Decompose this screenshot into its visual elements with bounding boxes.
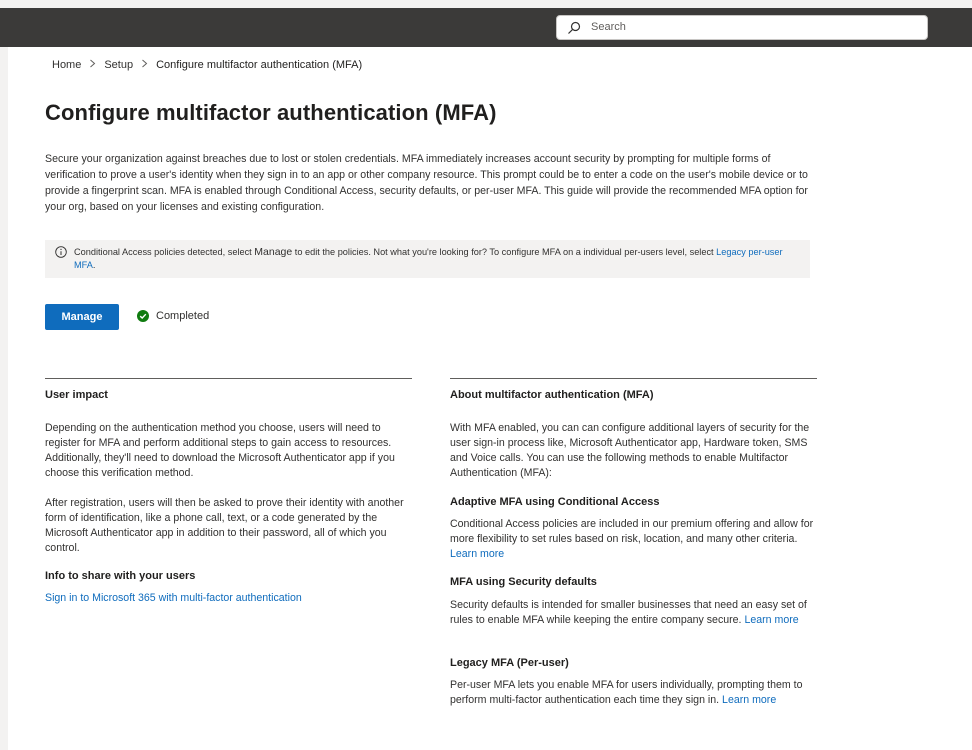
method-title: Legacy MFA (Per-user)	[450, 657, 569, 669]
info-message-bar	[45, 240, 810, 278]
about-mfa-heading: About multifactor authentication (MFA)	[450, 389, 654, 401]
method-legacy-title-block	[450, 657, 817, 669]
share-info-block	[45, 570, 412, 582]
learn-more-link[interactable]: Learn more	[722, 694, 777, 706]
info-text-after: to edit the policies. Not what you're looking for? To configure MFA on a individual per-users level, select	[292, 247, 717, 257]
legacy-per-user-mfa-link[interactable]: Legacy per-user MFA	[74, 247, 783, 270]
method-text: Per-user MFA lets you enable MFA for users individually, prompting them to perform multi-factor authentication each time they sign in.	[450, 679, 803, 706]
search-icon	[567, 21, 581, 35]
method-defaults-text-block	[450, 598, 817, 628]
learn-more-link[interactable]: Learn more	[744, 614, 799, 626]
top-bar	[0, 8, 972, 47]
status-label: Completed	[156, 310, 210, 322]
learn-more-link[interactable]: Learn more	[450, 548, 505, 560]
user-impact-para-1: Depending on the authentication method you choose, users will need to register for MFA and perform additional steps to gain access to resources. Additionally, they'll need to download the Microsoft Authenticator app if you choose this verification method.	[45, 422, 395, 479]
user-impact-heading: User impact	[45, 389, 108, 401]
info-text-end: .	[92, 260, 96, 270]
page-intro: Secure your organization against breaches due to lost or stolen credentials. MFA immediately increases account security by prompting for multiple forms of verification to prove a user's identity when they sign in to an app or other company resource. This prompt could be to enter a code on the user's mobile device or to provide a fingerprint scan. MFA is enabled through Conditional Access, security defaults, or per-user MFA. This guide will provide the recommended MFA option for your org, based on your licenses and existing configuration.	[45, 153, 808, 213]
info-text-before: Conditional Access policies detected, select	[74, 247, 255, 257]
user-impact-para-1-block	[45, 421, 412, 481]
method-legacy-text-block	[450, 678, 817, 708]
manage-button[interactable]: Manage	[45, 304, 119, 330]
info-text-manage: Manage	[254, 246, 293, 258]
method-adaptive-text-block	[450, 517, 817, 562]
method-text: Security defaults is intended for smaller businesses that need an easy set of rules to enable MFA while keeping the entire company secure.	[450, 599, 807, 626]
user-impact-para-2-block	[45, 496, 412, 556]
share-info-heading: Info to share with your users	[45, 570, 196, 582]
method-text: Conditional Access policies are included in our premium offering and allow for more flexibility to set rules based on risk, location, and many other criteria.	[450, 518, 814, 545]
breadcrumb-setup[interactable]: Setup	[104, 59, 134, 71]
search-box[interactable]	[556, 15, 928, 40]
left-nav-rail	[0, 47, 8, 750]
search-input[interactable]: Search	[591, 21, 626, 33]
about-mfa-section	[450, 378, 817, 706]
user-impact-para-2: After registration, users will then be asked to prove their identity with another form of identification, like a phone call, text, or a code generated by the Microsoft Authenticator app in addition to their password, all of which you control.	[45, 497, 404, 554]
breadcrumb-current: Configure multifactor authentication (MFA)	[156, 59, 363, 71]
about-intro-block	[450, 421, 817, 481]
sign-in-mfa-link[interactable]: Sign in to Microsoft 365 with multi-factor authentication	[45, 592, 302, 604]
user-impact-section	[45, 378, 412, 604]
status-completed	[137, 310, 209, 322]
share-link-block	[45, 591, 412, 606]
page-title: Configure multifactor authentication (MFA)	[45, 100, 497, 125]
chevron-right-icon	[141, 59, 148, 71]
breadcrumb-home[interactable]: Home	[52, 59, 82, 71]
method-defaults-title-block	[450, 576, 817, 588]
method-adaptive-title-block	[450, 496, 817, 508]
method-title: Adaptive MFA using Conditional Access	[450, 496, 660, 508]
info-icon	[55, 246, 67, 258]
about-intro: With MFA enabled, you can can configure additional layers of security for the user sign-in process like, Microsoft Authenticator app, Hardware token, SMS and Voice calls. You can use the following methods to enable Multifactor Authentication (MFA):	[450, 422, 810, 479]
chevron-right-icon	[89, 59, 96, 71]
method-title: MFA using Security defaults	[450, 576, 597, 588]
breadcrumb	[52, 59, 362, 71]
check-circle-icon	[137, 310, 149, 322]
info-message-text	[74, 246, 799, 272]
window-top-strip	[0, 0, 972, 8]
